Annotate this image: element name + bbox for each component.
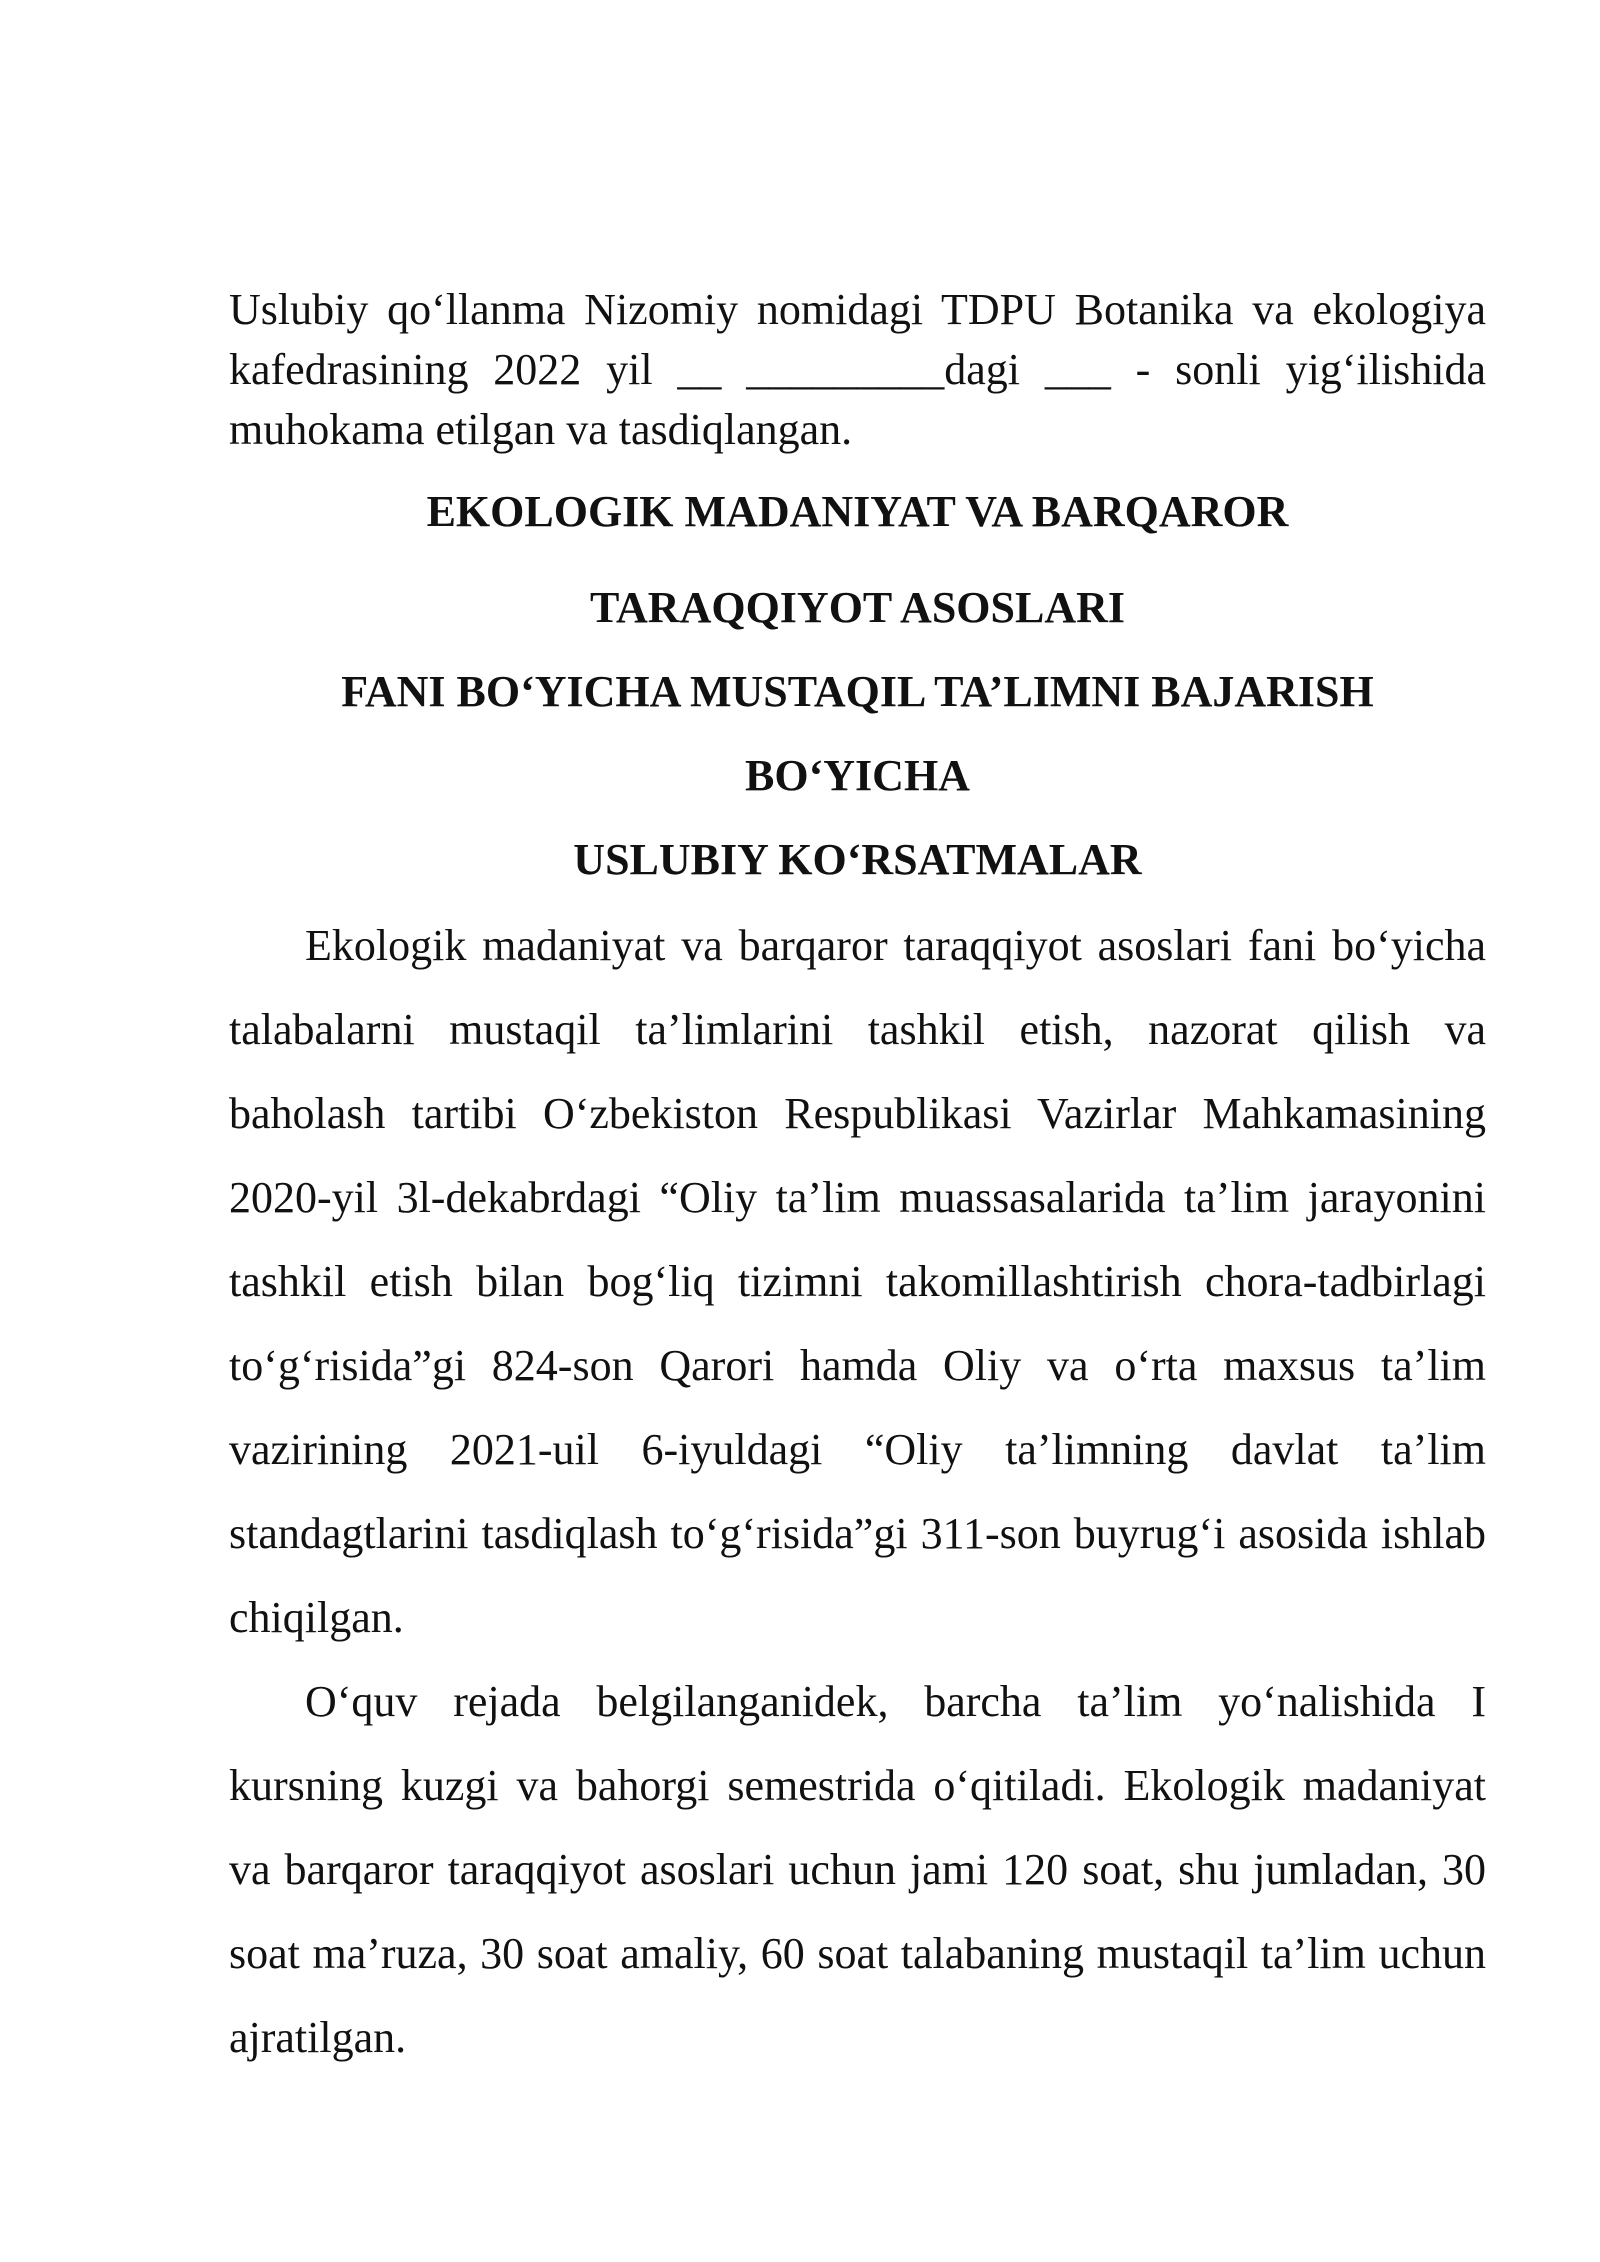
- body-paragraph: O‘quv rejada belgilanganidek, barcha ta’lim yo‘nalishida I kursning kuzgi va bahorgi semestrida o‘qitiladi. Ekologik madaniyat va barqaror taraqqiyot asoslari uchun jami 120 soat, shu jumladan, 30 soat ma’ruza, 30 soat amaliy, 60 soat talabaning mustaqil ta’lim uchun ajratilgan.: [229, 1677, 1486, 2062]
- title-line: EKOLOGIK MADANIYAT VA BARQAROR: [426, 487, 1289, 536]
- title-line: USLUBIY KO‘RSATMALAR: [573, 835, 1142, 884]
- title-line: BO‘YICHA: [745, 751, 970, 800]
- document-title: [229, 482, 1486, 902]
- document-page: [229, 280, 1486, 2080]
- title-line: FANI BO‘YICHA MUSTAQIL TA’LIMNI BAJARISH: [341, 667, 1374, 716]
- body-paragraph: Ekologik madaniyat va barqaror taraqqiyot asoslari fani bo‘yicha talabalarni mustaqil ta’limlarini tashkil etish, nazorat qilish va baholash tartibi O‘zbekiston Respublikasi Vazirlar Mahkamasining 2020-yil 3l-dekabrdagi “Oliy ta’lim muassasalarida ta’lim jarayonini tashkil etish bilan bog‘liq tizimni takomillashtirish chora-tadbirlagi to‘g‘risida”gi 824-son Qarori hamda Oliy va o‘rta maxsus ta’lim vazirining 2021-uil 6-iyuldagi “Oliy ta’limning davlat ta’lim standagtlarini tasdiqlash to‘g‘risida”gi 311-son buyrug‘i asosida ishlab chiqilgan.: [229, 921, 1486, 1642]
- title-line: TARAQQIYOT ASOSLARI: [589, 583, 1126, 632]
- approval-note: Uslubiy qo‘llanma Nizomiy nomidagi TDPU Botanika va ekologiya kafedrasining 2022 yil __ _________dagi ___ - sonli yig‘ilishida muhokama etilgan va tasdiqlangan.: [229, 285, 1486, 454]
